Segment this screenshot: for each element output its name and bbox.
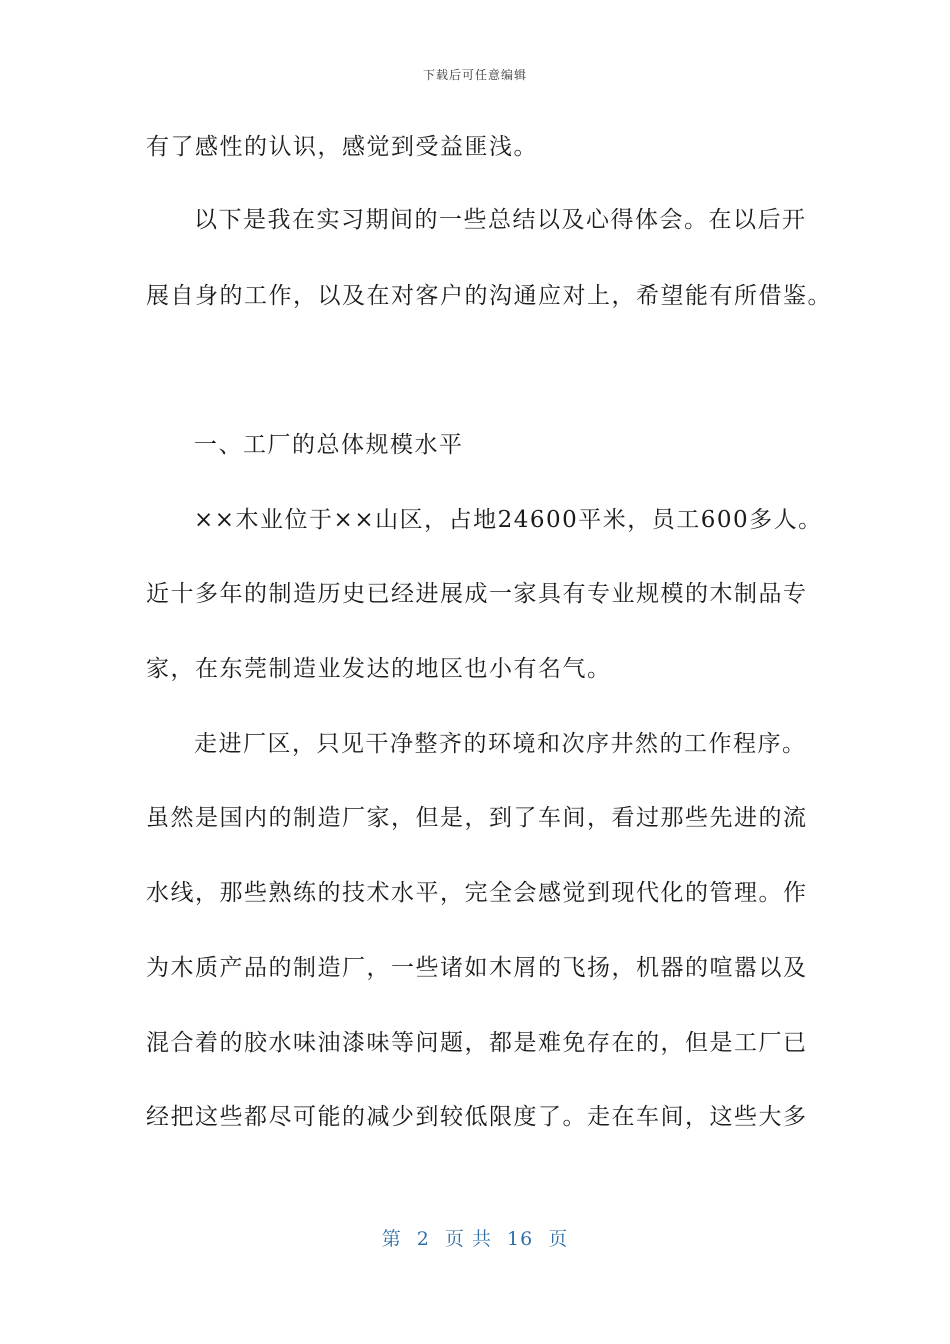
footer-prefix: 第: [381, 1228, 402, 1250]
body-line: 以下是我在实习期间的一些总结以及心得体会。在以后开: [194, 207, 807, 233]
page-header: 下载后可任意编辑: [422, 68, 527, 82]
body-line: 展自身的工作，以及在对客户的沟通应对上，希望能有所借鉴。: [146, 283, 832, 309]
footer-middle: 页 共: [444, 1228, 492, 1250]
body-line: 近十多年的制造历史已经进展成一家具有专业规模的木制品专: [146, 581, 808, 607]
body-line: 水线，那些熟练的技术水平，完全会感觉到现代化的管理。作: [146, 880, 808, 906]
body-line: 家，在东莞制造业发达的地区也小有名气。: [146, 656, 612, 682]
body-line: 走进厂区，只见干净整齐的环境和次序井然的工作程序。: [194, 731, 807, 757]
section-heading: 一、工厂的总体规模水平: [194, 432, 464, 458]
body-line: 虽然是国内的制造厂家，但是，到了车间，看过那些先进的流: [146, 805, 808, 831]
footer-page-number: 2: [416, 1228, 430, 1250]
body-line: 混合着的胶水味油漆味等问题，都是难免存在的，但是工厂已: [146, 1030, 808, 1056]
body-line: 经把这些都尽可能的减少到较低限度了。走在车间，这些大多: [146, 1104, 808, 1130]
page-footer: [0, 1224, 950, 1251]
body-line: ××木业位于××山区，占地24600平米，员工600多人。: [194, 507, 823, 533]
body-line: 为木质产品的制造厂，一些诸如木屑的飞扬，机器的喧嚣以及: [146, 955, 808, 981]
body-line: 有了感性的认识，感觉到受益匪浅。: [146, 134, 538, 160]
footer-suffix: 页: [548, 1228, 569, 1250]
footer-total-pages: 16: [507, 1228, 534, 1250]
